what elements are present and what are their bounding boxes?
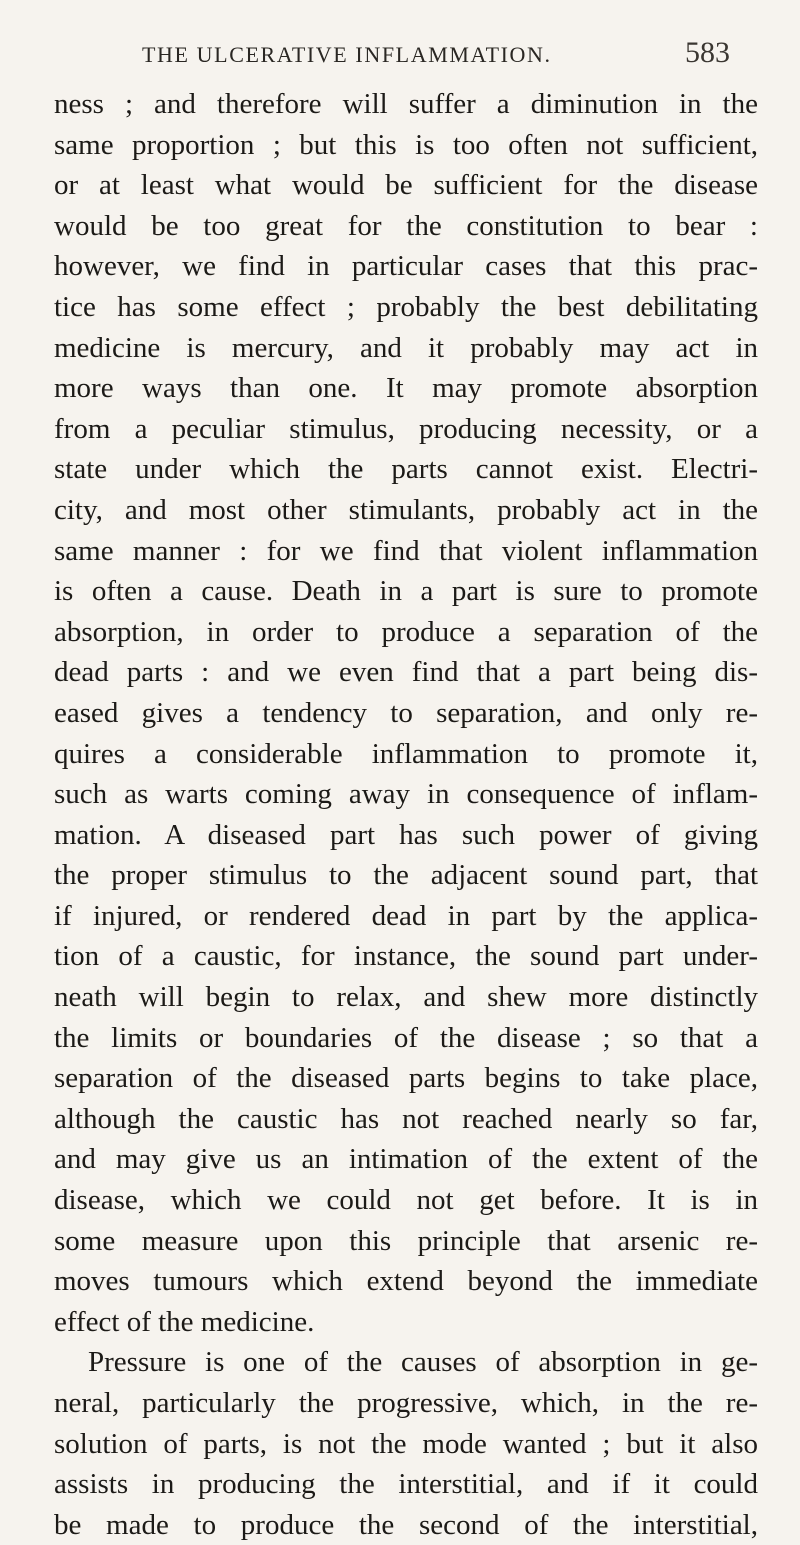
text-line: mation. A diseased part has such power of giving xyxy=(54,818,758,851)
text-line: from a peculiar stimulus, producing necessity, or a xyxy=(54,412,758,445)
text-line: dead parts : and we even find that a part being dis- xyxy=(54,656,758,689)
text-line: neath will begin to relax, and shew more distinctly xyxy=(54,981,758,1014)
body-text xyxy=(54,84,758,1545)
paragraph-start-line: Pressure is one of the causes of absorption in ge- xyxy=(88,1346,758,1379)
text-line: same proportion ; but this is too often not sufficient, xyxy=(54,128,758,161)
text-line: separation of the diseased parts begins to take place, xyxy=(54,1062,758,1095)
text-line: is often a cause. Death in a part is sure to promote xyxy=(54,575,758,608)
text-line: eased gives a tendency to separation, and only re- xyxy=(54,696,758,729)
running-head: THE ULCERATIVE INFLAMMATION. xyxy=(142,42,552,67)
text-line: more ways than one. It may promote absorption xyxy=(54,372,758,405)
text-line: city, and most other stimulants, probably act in the xyxy=(54,493,758,526)
text-line: disease, which we could not get before. It is in xyxy=(54,1184,758,1217)
text-line: tion of a caustic, for instance, the sound part under- xyxy=(54,940,758,973)
text-line: tice has some effect ; probably the best debilitating xyxy=(54,290,758,323)
text-line: same manner : for we find that violent inflammation xyxy=(54,534,758,567)
text-line: if injured, or rendered dead in part by the applica- xyxy=(54,899,758,932)
text-line: the proper stimulus to the adjacent sound part, that xyxy=(54,859,758,892)
text-line: medicine is mercury, and it probably may act in xyxy=(54,331,758,364)
text-line: absorption, in order to produce a separation of the xyxy=(54,615,758,648)
text-line: be made to produce the second of the interstitial, xyxy=(54,1508,758,1541)
text-line: the limits or boundaries of the disease ; so that a xyxy=(54,1021,758,1054)
paragraph-end-line: effect of the medicine. xyxy=(54,1305,315,1338)
text-line: quires a considerable inflammation to promote it, xyxy=(54,737,758,770)
text-line: state under which the parts cannot exist. Electri- xyxy=(54,453,758,486)
text-line: or at least what would be sufficient for the disease xyxy=(54,169,758,202)
text-line: although the caustic has not reached nearly so far, xyxy=(54,1102,758,1135)
text-line: however, we find in particular cases that this prac- xyxy=(54,250,758,283)
text-line: moves tumours which extend beyond the immediate xyxy=(54,1265,758,1298)
page-number: 583 xyxy=(685,36,730,69)
text-line: neral, particularly the progressive, which, in the re- xyxy=(54,1387,758,1419)
text-line: assists in producing the interstitial, and if it could xyxy=(54,1468,758,1501)
text-line: and may give us an intimation of the extent of the xyxy=(54,1143,758,1176)
text-line: such as warts coming away in consequence of inflam- xyxy=(54,778,758,811)
text-line: some measure upon this principle that arsenic re- xyxy=(54,1224,758,1257)
text-line: ness ; and therefore will suffer a diminution in the xyxy=(54,88,758,120)
text-line: solution of parts, is not the mode wanted ; but it also xyxy=(54,1427,758,1460)
page-header xyxy=(0,36,800,82)
text-line: would be too great for the constitution to bear : xyxy=(54,209,758,242)
